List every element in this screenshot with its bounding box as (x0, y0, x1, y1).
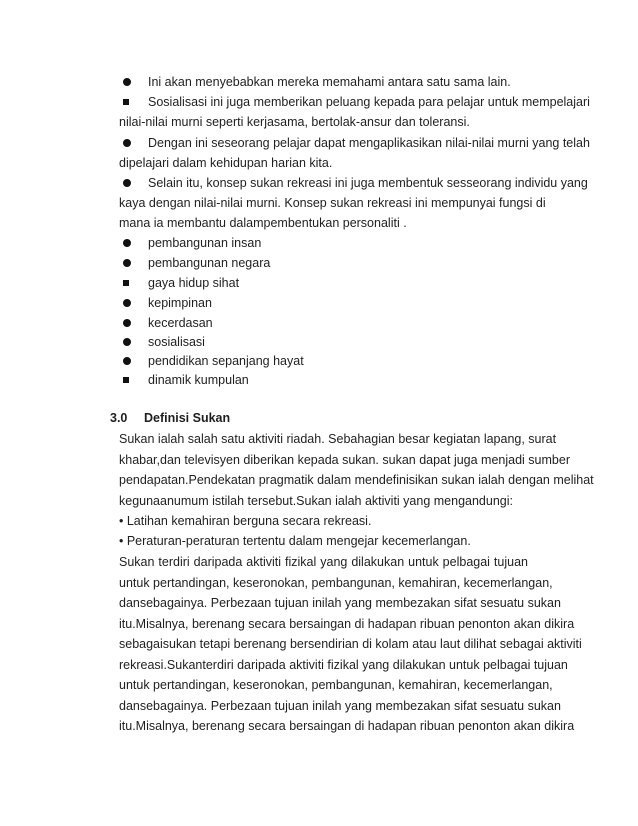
list-item-text: kecerdasan (148, 316, 213, 330)
paragraph-line: Sukan ialah salah satu aktiviti riadah. Sebahagian besar kegiatan lapang, surat (119, 432, 557, 446)
circle-bullet-icon (118, 333, 138, 351)
paragraph-line: kegunaanumum istilah tersebut.Sukan ialah aktiviti yang mengandungi: (119, 494, 513, 508)
list-item-text: gaya hidup sihat (148, 276, 240, 290)
paragraph-line: itu.Misalnya, berenang secara bersaingan di hadapan ribuan penonton akan dikira (119, 719, 575, 733)
list-item-continuation: nilai-nilai murni seperti kerjasama, bertolak-ansur dan toleransi. (119, 115, 470, 129)
paragraph-line: dansebagainya. Perbezaan tujuan inilah yang membezakan sifat sesuatu sukan (119, 699, 561, 713)
list-item-text: pembangunan negara (148, 256, 271, 270)
circle-bullet-icon (118, 73, 138, 91)
paragraph-line: untuk pertandingan, keseronokan, pembangunan, kemahiran, kecemerlangan, (119, 576, 553, 590)
list-item-text: Selain itu, konsep sukan rekreasi ini juga membentuk sesseorang individu yang (148, 176, 588, 190)
circle-bullet-icon (118, 174, 138, 192)
section-title: Definisi Sukan (144, 411, 231, 425)
paragraph-line: Sukan terdiri daripada aktiviti fizikal yang dilakukan untuk pelbagai tujuan (119, 555, 528, 569)
paragraph-line: • Peraturan-peraturan tertentu dalam mengejar kecemerlangan. (119, 534, 471, 548)
list-item-text: Sosialisasi ini juga memberikan peluang kepada para pelajar untuk mempelajari (148, 95, 590, 109)
list-item-text: Ini akan menyebabkan mereka memahami antara satu sama lain. (148, 75, 511, 89)
list-item-text: kepimpinan (148, 296, 212, 310)
square-bullet-icon (118, 274, 138, 292)
square-bullet-icon (118, 371, 138, 389)
paragraph-line: untuk pertandingan, keseronokan, pembangunan, kemahiran, kecemerlangan, (119, 678, 553, 692)
list-item-text: pembangunan insan (148, 236, 262, 250)
list-item-text: Dengan ini seseorang pelajar dapat mengaplikasikan nilai-nilai murni yang telah (148, 136, 590, 150)
circle-bullet-icon (118, 134, 138, 152)
circle-bullet-icon (118, 234, 138, 252)
section-heading (110, 409, 230, 427)
list-item-continuation: dipelajari dalam kehidupan harian kita. (119, 156, 333, 170)
list-item-text: dinamik kumpulan (148, 373, 249, 387)
list-item-text: sosialisasi (148, 335, 205, 349)
circle-bullet-icon (118, 294, 138, 312)
circle-bullet-icon (118, 254, 138, 272)
paragraph-line: itu.Misalnya, berenang secara bersaingan di hadapan ribuan penonton akan dikira (119, 617, 575, 631)
list-item-continuation: mana ia membantu dalampembentukan personaliti . (119, 216, 407, 230)
circle-bullet-icon (118, 314, 138, 332)
paragraph-line: rekreasi.Sukanterdiri daripada aktiviti fizikal yang dilakukan untuk pelbagai tujuan (119, 658, 568, 672)
paragraph-line: dansebagainya. Perbezaan tujuan inilah yang membezakan sifat sesuatu sukan (119, 596, 561, 610)
section-number: 3.0 (110, 411, 128, 425)
list-item-continuation: kaya dengan nilai-nilai murni. Konsep sukan rekreasi ini mempunyai fungsi di (119, 196, 546, 210)
paragraph-line: pendapatan.Pendekatan pragmatik dalam mendefinisikan sukan ialah dengan melihat (119, 473, 594, 487)
list-item-text: pendidikan sepanjang hayat (148, 354, 304, 368)
circle-bullet-icon (118, 352, 138, 370)
square-bullet-icon (118, 93, 138, 111)
paragraph-line: • Latihan kemahiran berguna secara rekreasi. (119, 514, 372, 528)
paragraph-line: sebagaisukan tetapi berenang bersendirian di kolam atau laut dilihat sebagai aktiviti (119, 637, 582, 651)
paragraph-line: khabar,dan televisyen diberikan kepada sukan. sukan dapat juga menjadi sumber (119, 453, 570, 467)
